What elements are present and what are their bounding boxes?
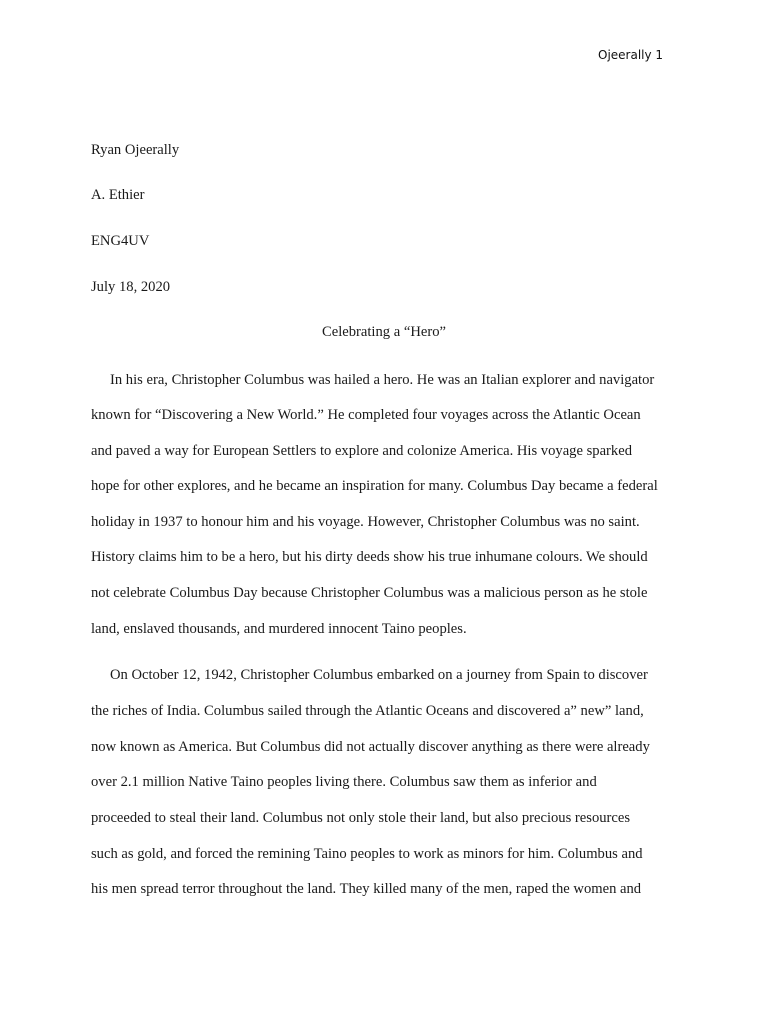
paragraph-line: History claims him to be a hero, but his dirty deeds show his true inhumane colours. We should xyxy=(91,549,648,565)
running-head: Ojeerally 1 xyxy=(598,48,664,62)
paragraph-line: such as gold, and forced the remining Taino peoples to work as minors for him. Columbus and xyxy=(91,846,643,862)
paragraph-line: hope for other explores, and he became an inspiration for many. Columbus Day became a federal xyxy=(91,478,658,494)
course-code: ENG4UV xyxy=(91,233,150,249)
paragraph-line: and paved a way for European Settlers to explore and colonize America. His voyage sparked xyxy=(91,443,632,459)
paragraph-line: land, enslaved thousands, and murdered innocent Taino peoples. xyxy=(91,621,467,637)
paragraph-line: holiday in 1937 to honour him and his voyage. However, Christopher Columbus was no saint. xyxy=(91,514,640,530)
paragraph-line: On October 12, 1942, Christopher Columbus embarked on a journey from Spain to discover xyxy=(110,667,648,683)
paragraph-line: his men spread terror throughout the land. They killed many of the men, raped the women and xyxy=(91,881,642,897)
student-name: Ryan Ojeerally xyxy=(91,142,180,158)
essay-date: July 18, 2020 xyxy=(91,279,171,295)
paragraph-line: known for “Discovering a New World.” He completed four voyages across the Atlantic Ocean xyxy=(91,407,641,423)
paragraph-line: the riches of India. Columbus sailed through the Atlantic Oceans and discovered a” new” land, xyxy=(91,703,644,719)
paragraph-line: not celebrate Columbus Day because Christopher Columbus was a malicious person as he stole xyxy=(91,585,648,601)
essay-title: Celebrating a “Hero” xyxy=(322,324,446,340)
paragraph-line: proceeded to steal their land. Columbus not only stole their land, but also precious resources xyxy=(91,810,631,826)
paragraph-line: now known as America. But Columbus did not actually discover anything as there were already xyxy=(91,739,650,755)
paragraph-line: In his era, Christopher Columbus was hailed a hero. He was an Italian explorer and navigator xyxy=(110,372,655,388)
paragraph-line: over 2.1 million Native Taino peoples living there. Columbus saw them as inferior and xyxy=(91,774,597,790)
instructor-name: A. Ethier xyxy=(91,187,145,203)
